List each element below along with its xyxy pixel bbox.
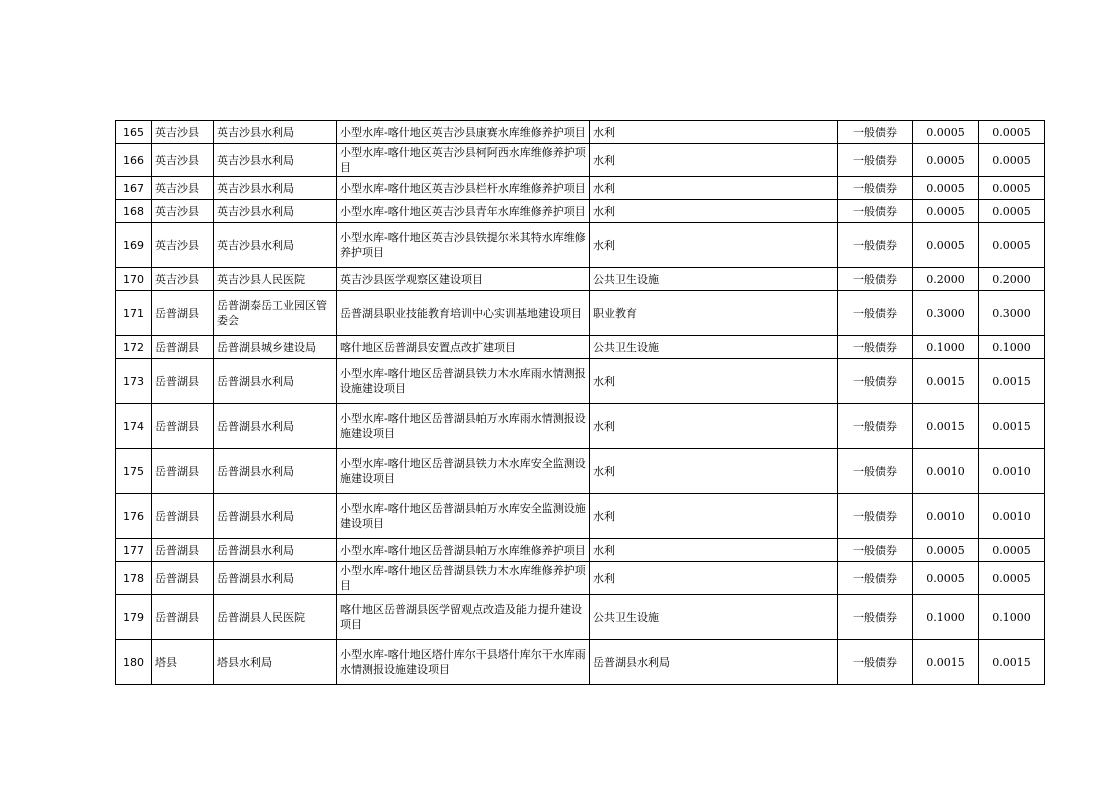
unit-cell: 英吉沙县水利局 bbox=[214, 200, 337, 223]
row-number: 170 bbox=[116, 268, 152, 291]
table-row bbox=[116, 177, 1045, 200]
unit-cell: 岳普湖县城乡建设局 bbox=[214, 336, 337, 359]
row-number: 178 bbox=[116, 562, 152, 595]
amount-cell: 0.0015 bbox=[979, 640, 1045, 685]
project-type-cell: 水利 bbox=[590, 404, 838, 449]
bond-type-cell: 一般债券 bbox=[838, 268, 913, 291]
bond-type-cell: 一般债券 bbox=[838, 640, 913, 685]
project-type-cell: 水利 bbox=[590, 223, 838, 268]
bond-type-cell: 一般债券 bbox=[838, 223, 913, 268]
row-number: 166 bbox=[116, 144, 152, 177]
unit-cell: 塔县水利局 bbox=[214, 640, 337, 685]
bond-type-cell: 一般债券 bbox=[838, 494, 913, 539]
amount-cell: 0.0015 bbox=[913, 404, 979, 449]
amount-cell: 0.0005 bbox=[913, 200, 979, 223]
table-row bbox=[116, 449, 1045, 494]
project-type-cell: 水利 bbox=[590, 144, 838, 177]
amount-cell: 0.0015 bbox=[913, 359, 979, 404]
table-row bbox=[116, 291, 1045, 336]
amount-cell: 0.0005 bbox=[913, 539, 979, 562]
project-type-cell: 职业教育 bbox=[590, 291, 838, 336]
project-name-cell: 小型水库-喀什地区英吉沙县柯阿西水库维修养护项目 bbox=[337, 144, 590, 177]
amount-cell: 0.1000 bbox=[913, 595, 979, 640]
unit-cell: 英吉沙县水利局 bbox=[214, 177, 337, 200]
project-name-cell: 小型水库-喀什地区岳普湖县铁力木水库雨水情测报设施建设项目 bbox=[337, 359, 590, 404]
project-name-cell: 小型水库-喀什地区岳普湖县铁力木水库维修养护项目 bbox=[337, 562, 590, 595]
amount-cell: 0.0005 bbox=[913, 223, 979, 268]
amount-cell: 0.0005 bbox=[979, 223, 1045, 268]
row-number: 168 bbox=[116, 200, 152, 223]
amount-cell: 0.2000 bbox=[979, 268, 1045, 291]
bond-project-table bbox=[115, 120, 1045, 685]
table-row bbox=[116, 359, 1045, 404]
row-number: 171 bbox=[116, 291, 152, 336]
project-name-cell: 小型水库-喀什地区英吉沙县青年水库维修养护项目 bbox=[337, 200, 590, 223]
row-number: 173 bbox=[116, 359, 152, 404]
project-name-cell: 小型水库-喀什地区塔什库尔干县塔什库尔干水库雨水情测报设施建设项目 bbox=[337, 640, 590, 685]
amount-cell: 0.0005 bbox=[979, 562, 1045, 595]
row-number: 169 bbox=[116, 223, 152, 268]
project-type-cell: 水利 bbox=[590, 494, 838, 539]
amount-cell: 0.0010 bbox=[979, 494, 1045, 539]
bond-type-cell: 一般债券 bbox=[838, 404, 913, 449]
county-cell: 英吉沙县 bbox=[152, 177, 214, 200]
row-number: 177 bbox=[116, 539, 152, 562]
project-name-cell: 小型水库-喀什地区岳普湖县帕万水库维修养护项目 bbox=[337, 539, 590, 562]
bond-type-cell: 一般债券 bbox=[838, 449, 913, 494]
unit-cell: 岳普湖县水利局 bbox=[214, 449, 337, 494]
amount-cell: 0.0005 bbox=[979, 539, 1045, 562]
project-name-cell: 英吉沙县医学观察区建设项目 bbox=[337, 268, 590, 291]
unit-cell: 英吉沙县水利局 bbox=[214, 223, 337, 268]
table-row bbox=[116, 144, 1045, 177]
project-name-cell: 小型水库-喀什地区英吉沙县栏杆水库维修养护项目 bbox=[337, 177, 590, 200]
project-type-cell: 水利 bbox=[590, 177, 838, 200]
amount-cell: 0.0005 bbox=[913, 562, 979, 595]
project-name-cell: 小型水库-喀什地区岳普湖县帕万水库安全监测设施建设项目 bbox=[337, 494, 590, 539]
bond-type-cell: 一般债券 bbox=[838, 177, 913, 200]
unit-cell: 岳普湖县水利局 bbox=[214, 404, 337, 449]
table-row bbox=[116, 223, 1045, 268]
county-cell: 英吉沙县 bbox=[152, 268, 214, 291]
row-number: 176 bbox=[116, 494, 152, 539]
row-number: 175 bbox=[116, 449, 152, 494]
bond-type-cell: 一般债券 bbox=[838, 200, 913, 223]
project-type-cell: 水利 bbox=[590, 562, 838, 595]
unit-cell: 岳普湖县水利局 bbox=[214, 562, 337, 595]
table-row bbox=[116, 200, 1045, 223]
bond-type-cell: 一般债券 bbox=[838, 336, 913, 359]
bond-type-cell: 一般债券 bbox=[838, 359, 913, 404]
project-name-cell: 小型水库-喀什地区英吉沙县康赛水库维修养护项目 bbox=[337, 121, 590, 144]
table-row bbox=[116, 539, 1045, 562]
county-cell: 岳普湖县 bbox=[152, 449, 214, 494]
unit-cell: 岳普湖县人民医院 bbox=[214, 595, 337, 640]
bond-type-cell: 一般债券 bbox=[838, 595, 913, 640]
unit-cell: 英吉沙县人民医院 bbox=[214, 268, 337, 291]
county-cell: 岳普湖县 bbox=[152, 539, 214, 562]
county-cell: 岳普湖县 bbox=[152, 404, 214, 449]
amount-cell: 0.1000 bbox=[913, 336, 979, 359]
project-name-cell: 喀什地区岳普湖县安置点改扩建项目 bbox=[337, 336, 590, 359]
amount-cell: 0.0015 bbox=[979, 404, 1045, 449]
project-name-cell: 岳普湖县职业技能教育培训中心实训基地建设项目 bbox=[337, 291, 590, 336]
table-row bbox=[116, 640, 1045, 685]
county-cell: 英吉沙县 bbox=[152, 144, 214, 177]
amount-cell: 0.0015 bbox=[979, 359, 1045, 404]
county-cell: 岳普湖县 bbox=[152, 291, 214, 336]
amount-cell: 0.3000 bbox=[913, 291, 979, 336]
bond-type-cell: 一般债券 bbox=[838, 121, 913, 144]
row-number: 174 bbox=[116, 404, 152, 449]
amount-cell: 0.0010 bbox=[979, 449, 1045, 494]
unit-cell: 岳普湖县水利局 bbox=[214, 359, 337, 404]
project-name-cell: 喀什地区岳普湖县医学留观点改造及能力提升建设项目 bbox=[337, 595, 590, 640]
table-row bbox=[116, 595, 1045, 640]
table-row bbox=[116, 336, 1045, 359]
row-number: 165 bbox=[116, 121, 152, 144]
row-number: 167 bbox=[116, 177, 152, 200]
county-cell: 岳普湖县 bbox=[152, 336, 214, 359]
county-cell: 英吉沙县 bbox=[152, 223, 214, 268]
amount-cell: 0.2000 bbox=[913, 268, 979, 291]
bond-type-cell: 一般债券 bbox=[838, 144, 913, 177]
bond-type-cell: 一般债券 bbox=[838, 562, 913, 595]
row-number: 179 bbox=[116, 595, 152, 640]
project-type-cell: 水利 bbox=[590, 121, 838, 144]
amount-cell: 0.0005 bbox=[979, 144, 1045, 177]
county-cell: 英吉沙县 bbox=[152, 200, 214, 223]
project-type-cell: 水利 bbox=[590, 200, 838, 223]
bond-type-cell: 一般债券 bbox=[838, 539, 913, 562]
unit-cell: 岳普湖泰岳工业园区管委会 bbox=[214, 291, 337, 336]
project-name-cell: 小型水库-喀什地区岳普湖县铁力木水库安全监测设施建设项目 bbox=[337, 449, 590, 494]
county-cell: 岳普湖县 bbox=[152, 494, 214, 539]
county-cell: 岳普湖县 bbox=[152, 562, 214, 595]
amount-cell: 0.0005 bbox=[979, 200, 1045, 223]
amount-cell: 0.1000 bbox=[979, 336, 1045, 359]
unit-cell: 岳普湖县水利局 bbox=[214, 539, 337, 562]
table-row bbox=[116, 494, 1045, 539]
project-type-cell: 水利 bbox=[590, 359, 838, 404]
county-cell: 岳普湖县 bbox=[152, 595, 214, 640]
unit-cell: 岳普湖县水利局 bbox=[214, 494, 337, 539]
amount-cell: 0.0005 bbox=[979, 121, 1045, 144]
amount-cell: 0.0010 bbox=[913, 449, 979, 494]
project-type-cell: 岳普湖县水利局 bbox=[590, 640, 838, 685]
amount-cell: 0.0005 bbox=[979, 177, 1045, 200]
project-type-cell: 水利 bbox=[590, 539, 838, 562]
amount-cell: 0.0005 bbox=[913, 121, 979, 144]
table-row bbox=[116, 268, 1045, 291]
amount-cell: 0.0010 bbox=[913, 494, 979, 539]
row-number: 180 bbox=[116, 640, 152, 685]
project-name-cell: 小型水库-喀什地区英吉沙县铁提尔米其特水库维修养护项目 bbox=[337, 223, 590, 268]
table-row bbox=[116, 121, 1045, 144]
amount-cell: 0.1000 bbox=[979, 595, 1045, 640]
table-row bbox=[116, 562, 1045, 595]
project-type-cell: 公共卫生设施 bbox=[590, 268, 838, 291]
amount-cell: 0.0015 bbox=[913, 640, 979, 685]
unit-cell: 英吉沙县水利局 bbox=[214, 144, 337, 177]
unit-cell: 英吉沙县水利局 bbox=[214, 121, 337, 144]
county-cell: 塔县 bbox=[152, 640, 214, 685]
amount-cell: 0.0005 bbox=[913, 144, 979, 177]
county-cell: 英吉沙县 bbox=[152, 121, 214, 144]
project-type-cell: 水利 bbox=[590, 449, 838, 494]
table-row bbox=[116, 404, 1045, 449]
row-number: 172 bbox=[116, 336, 152, 359]
project-name-cell: 小型水库-喀什地区岳普湖县帕万水库雨水情测报设施建设项目 bbox=[337, 404, 590, 449]
amount-cell: 0.3000 bbox=[979, 291, 1045, 336]
project-type-cell: 公共卫生设施 bbox=[590, 336, 838, 359]
county-cell: 岳普湖县 bbox=[152, 359, 214, 404]
project-type-cell: 公共卫生设施 bbox=[590, 595, 838, 640]
amount-cell: 0.0005 bbox=[913, 177, 979, 200]
bond-type-cell: 一般债券 bbox=[838, 291, 913, 336]
